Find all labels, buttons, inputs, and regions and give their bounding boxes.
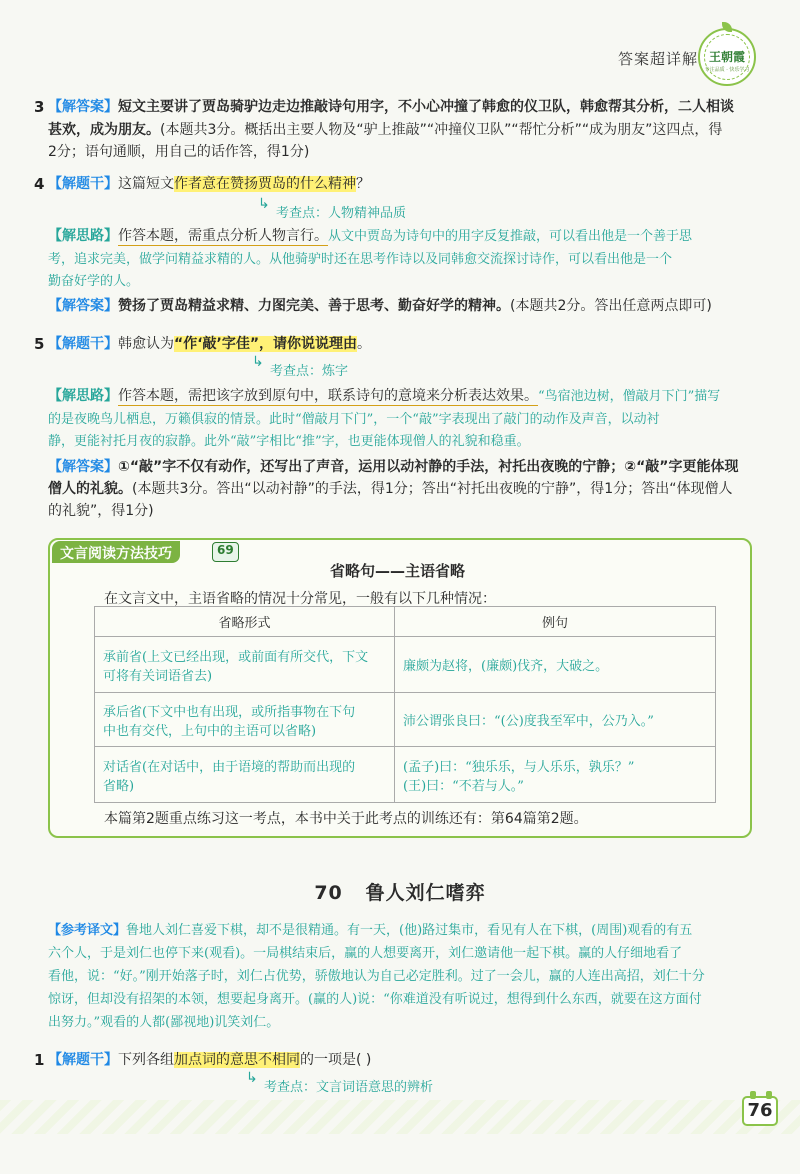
q5-stem-highlight: “作‘敲’字佳”，请你说说理由	[174, 336, 358, 352]
table-row	[95, 637, 716, 693]
q4-point: 考查点：人物精神品质	[276, 206, 407, 221]
q3-answer-text: 短文主要讲了贾岛骑驴边走边推敲诗句用字，不小心冲撞了韩愈的仪卫队，韩愈帮其分析，二人相谈	[118, 99, 734, 115]
arrow-icon: ↳	[258, 196, 270, 212]
table-cell-example: (孟子)曰：“独乐乐，与人乐乐，孰乐？” (王)曰：“不若与人。”	[395, 747, 716, 803]
column-header: 例句	[395, 607, 716, 637]
q4-answer: 【解答案】赞扬了贾岛精益求精、力图完美、善于思考、勤奋好学的精神。(本题共2分。答出任意两点即可)	[48, 298, 712, 314]
omission-table	[94, 606, 716, 803]
binder-tab-icon	[766, 1091, 772, 1099]
q4-stem: 【解题干】这篇短文作者意在赞扬贾岛的什么精神？	[48, 176, 370, 192]
translation-line1: 【参考译文】鲁地人刘仁喜爱下棋，却不是很精通。有一天，(他)路过集市，看见有人在下棋，(周围)观看的有五	[48, 923, 693, 938]
arrow-icon: ↳	[252, 354, 264, 370]
question-number-3: 3	[34, 98, 45, 116]
translation-line4: 惊讶，但却没有招架的本领，想要起身离开。(赢的人)说：“你难道没有听说过，想得到什么东西，就要在这方面付	[48, 992, 702, 1007]
q1-stem-highlight: 加点词的意思不相同	[174, 1052, 300, 1068]
tip-footnote: 本篇第2题重点练习这一考点，本书中关于此考点的训练还有：第64篇第2题。	[104, 811, 588, 827]
section-title: 70 鲁人刘仁嗜弈	[314, 882, 486, 904]
logo-subtext: 专注品质 · 快乐学习	[704, 67, 750, 73]
translation-line2: 六个人，于是刘仁也停下来(观看)。一局棋结束后，赢的人想要离开，刘仁邀请他一起下棋。赢的人仔细地看了	[48, 946, 683, 961]
table-cell-form: 承后省(下文中也有出现，或所指事物在下句 中也有交代，上句中的主语可以省略)	[95, 693, 395, 747]
q5-stem: 【解题干】韩愈认为“作‘敲’字佳”，请你说说理由。	[48, 336, 372, 352]
q4-think-line2: 考，追求完美，做学问精益求精的人。从他骑驴时还在思考作诗以及同韩愈交流探讨诗作，可以看出他是一个	[48, 252, 673, 267]
q5-think-line1: 【解思路】作答本题，需把该字放到原句中，联系诗句的意境来分析表达效果。“鸟宿池边树，僧敲月下门”描写	[48, 388, 721, 404]
arrow-icon: ↳	[246, 1070, 258, 1086]
table-row	[95, 693, 716, 747]
q4-stem-highlight: 作者意在赞扬贾岛的什么精神	[174, 176, 356, 192]
question-number-1: 1	[34, 1051, 45, 1069]
q3-answer-line2: 甚欢，成为朋友。(本题共3分。概括出主要人物及“驴上推敲”“冲撞仪卫队”“帮忙分析”“成为朋友”这四点，得	[48, 122, 723, 138]
answer-tag: 【解答案】	[48, 99, 118, 115]
brand-logo	[698, 28, 756, 86]
table-cell-example: 廉颇为赵将，(廉颇)伐齐，大破之。	[395, 637, 716, 693]
q5-answer-line3: 的礼貌”，得1分)	[48, 503, 154, 519]
logo-text: 王朝霞	[708, 50, 745, 64]
table-cell-form: 对话省(在对话中，由于语境的帮助而出现的 省略)	[95, 747, 395, 803]
table-header-row	[95, 607, 716, 637]
question-number-5: 5	[34, 335, 45, 353]
header-title: 答案超详解	[618, 50, 699, 68]
column-header: 省略形式	[95, 607, 395, 637]
q5-think-line3: 静，更能衬托月夜的寂静。此外“敲”字相比“推”字，也更能体现僧人的礼貌和稳重。	[48, 434, 530, 449]
q5-point: 考查点：炼字	[270, 364, 349, 379]
tip-number-badge: 69	[212, 542, 239, 562]
table-cell-form: 承前省(上文已经出现，或前面有所交代，下文 可将有关词语省去)	[95, 637, 395, 693]
translation-line5: 出努力。”观看的人都(鄙视地)讥笑刘仁。	[48, 1015, 280, 1030]
q5-answer-line2: 僧人的礼貌。(本题共3分。答出“以动衬静”的手法，得1分；答出“衬托出夜晚的宁静”，得1分；答出“体现僧人	[48, 481, 733, 497]
q3-answer-line1	[48, 97, 734, 118]
q5-think-line2: 的是夜晚鸟儿栖息，万籁俱寂的情景。此时“僧敲月下门”，一个“敲”字表现出了敲门的动作及声音，以动衬	[48, 412, 660, 427]
translation-line3: 看他，说：“好。”刚开始落子时，刘仁占优势，骄傲地认为自己必定胜利。过了一会儿，赢的人连出高招，刘仁十分	[48, 969, 705, 984]
binder-tab-icon	[750, 1091, 756, 1099]
tip-intro: 在文言文中，主语省略的情况十分常见，一般有以下几种情况：	[104, 591, 496, 607]
table-row	[95, 747, 716, 803]
tip-heading: 省略句——主语省略	[330, 562, 466, 580]
q4-think-line3: 勤奋好学的人。	[48, 274, 140, 289]
question-number-4: 4	[34, 175, 45, 193]
q1-stem: 【解题干】下列各组加点词的意思不相同的一项是( )	[48, 1052, 372, 1068]
q1-point: 考查点：文言词语意思的辨析	[264, 1080, 434, 1095]
q3-answer-line3: 2分；语句通顺，用自己的话作答，得1分)	[48, 144, 310, 160]
q5-answer-line1: 【解答案】①“敲”字不仅有动作，还写出了声音，运用以动衬静的手法，衬托出夜晚的宁静；②“敲”字更能体现	[48, 459, 739, 475]
tip-label: 文言阅读方法技巧	[52, 541, 180, 563]
footer-decoration	[0, 1100, 800, 1134]
table-cell-example: 沛公谓张良曰：“(公)度我至军中，公乃入。”	[395, 693, 716, 747]
q4-think-line1: 【解思路】作答本题，需重点分析人物言行。从文中贾岛为诗句中的用字反复推敲，可以看出他是一个善于思	[48, 228, 693, 244]
leaf-icon	[722, 22, 732, 32]
page-number: 76	[742, 1096, 778, 1126]
